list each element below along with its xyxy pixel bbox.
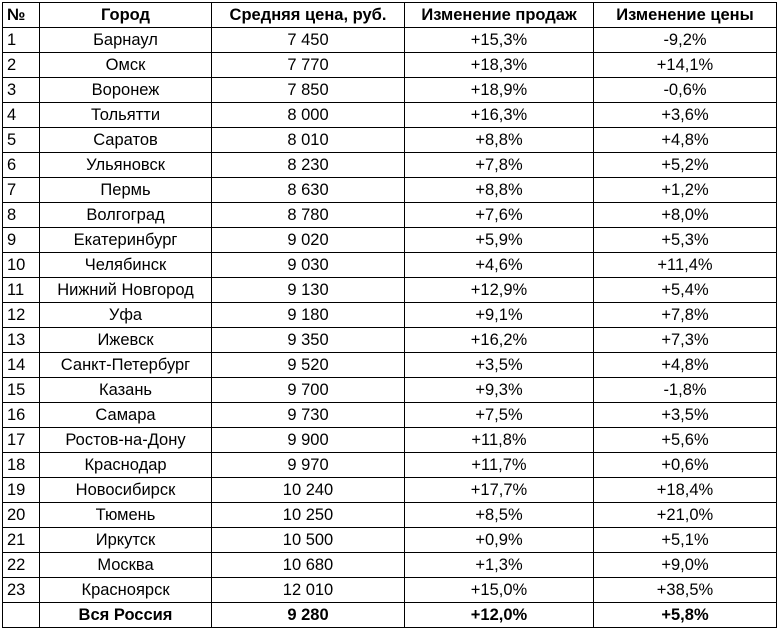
header-price-change: Изменение цены [594, 3, 777, 28]
cell-price-change: +5,2% [594, 153, 777, 178]
cell-num: 13 [3, 328, 40, 353]
cell-num: 18 [3, 453, 40, 478]
cell-price-change: +21,0% [594, 503, 777, 528]
cell-num: 4 [3, 103, 40, 128]
cell-price-change: +4,8% [594, 128, 777, 153]
table-row [3, 203, 777, 228]
cell-num: 10 [3, 253, 40, 278]
cell-num: 9 [3, 228, 40, 253]
cell-price-change: +5,4% [594, 278, 777, 303]
table-row [3, 253, 777, 278]
cell-city: Самара [40, 403, 212, 428]
cell-price-change: +38,5% [594, 578, 777, 603]
cell-avg-price: 7 770 [212, 53, 405, 78]
cell-num: 19 [3, 478, 40, 503]
cell-sales-change: +18,9% [405, 78, 594, 103]
cell-city: Санкт-Петербург [40, 353, 212, 378]
cell-sales-change: +9,3% [405, 378, 594, 403]
total-sales-change: +12,0% [405, 603, 594, 628]
cell-city: Воронеж [40, 78, 212, 103]
cell-city: Тольятти [40, 103, 212, 128]
cell-avg-price: 8 780 [212, 203, 405, 228]
cell-sales-change: +5,9% [405, 228, 594, 253]
cell-price-change: +5,3% [594, 228, 777, 253]
table-row [3, 578, 777, 603]
cell-avg-price: 9 130 [212, 278, 405, 303]
cell-price-change: +3,5% [594, 403, 777, 428]
cell-avg-price: 10 680 [212, 553, 405, 578]
cell-avg-price: 9 030 [212, 253, 405, 278]
header-row [3, 3, 777, 28]
cell-price-change: +18,4% [594, 478, 777, 503]
cell-price-change: +5,1% [594, 528, 777, 553]
cell-city: Волгоград [40, 203, 212, 228]
cell-num: 1 [3, 28, 40, 53]
total-city: Вся Россия [40, 603, 212, 628]
cell-avg-price: 10 240 [212, 478, 405, 503]
cell-num: 14 [3, 353, 40, 378]
cell-sales-change: +12,9% [405, 278, 594, 303]
city-price-table [2, 2, 777, 628]
header-sales-change: Изменение продаж [405, 3, 594, 28]
cell-sales-change: +16,3% [405, 103, 594, 128]
cell-city: Уфа [40, 303, 212, 328]
cell-avg-price: 8 010 [212, 128, 405, 153]
table-row [3, 78, 777, 103]
cell-city: Ижевск [40, 328, 212, 353]
cell-price-change: +11,4% [594, 253, 777, 278]
cell-avg-price: 12 010 [212, 578, 405, 603]
cell-price-change: +0,6% [594, 453, 777, 478]
cell-avg-price: 9 520 [212, 353, 405, 378]
table-row [3, 403, 777, 428]
cell-price-change: +1,2% [594, 178, 777, 203]
cell-city: Краснодар [40, 453, 212, 478]
cell-num: 6 [3, 153, 40, 178]
cell-sales-change: +15,3% [405, 28, 594, 53]
cell-city: Ростов-на-Дону [40, 428, 212, 453]
cell-city: Ульяновск [40, 153, 212, 178]
table-row [3, 528, 777, 553]
table-row [3, 153, 777, 178]
cell-num: 15 [3, 378, 40, 403]
table-row [3, 53, 777, 78]
table-row [3, 228, 777, 253]
cell-price-change: +3,6% [594, 103, 777, 128]
cell-avg-price: 9 350 [212, 328, 405, 353]
cell-price-change: +9,0% [594, 553, 777, 578]
cell-sales-change: +8,8% [405, 128, 594, 153]
cell-avg-price: 8 630 [212, 178, 405, 203]
cell-city: Нижний Новгород [40, 278, 212, 303]
cell-sales-change: +11,8% [405, 428, 594, 453]
cell-price-change: -0,6% [594, 78, 777, 103]
total-row [3, 603, 777, 628]
cell-num: 11 [3, 278, 40, 303]
cell-sales-change: +8,5% [405, 503, 594, 528]
cell-sales-change: +7,8% [405, 153, 594, 178]
cell-city: Новосибирск [40, 478, 212, 503]
table-row [3, 378, 777, 403]
cell-sales-change: +17,7% [405, 478, 594, 503]
cell-num: 3 [3, 78, 40, 103]
cell-sales-change: +16,2% [405, 328, 594, 353]
cell-sales-change: +7,6% [405, 203, 594, 228]
table-row [3, 178, 777, 203]
cell-sales-change: +18,3% [405, 53, 594, 78]
cell-avg-price: 9 900 [212, 428, 405, 453]
cell-avg-price: 9 970 [212, 453, 405, 478]
cell-sales-change: +9,1% [405, 303, 594, 328]
cell-num: 17 [3, 428, 40, 453]
table-row [3, 453, 777, 478]
cell-city: Омск [40, 53, 212, 78]
cell-city: Саратов [40, 128, 212, 153]
cell-sales-change: +8,8% [405, 178, 594, 203]
cell-sales-change: +0,9% [405, 528, 594, 553]
cell-price-change: +5,6% [594, 428, 777, 453]
cell-city: Москва [40, 553, 212, 578]
total-price-change: +5,8% [594, 603, 777, 628]
cell-num: 21 [3, 528, 40, 553]
table-row [3, 303, 777, 328]
cell-city: Казань [40, 378, 212, 403]
cell-avg-price: 8 230 [212, 153, 405, 178]
cell-avg-price: 7 450 [212, 28, 405, 53]
table-row [3, 28, 777, 53]
cell-city: Екатеринбург [40, 228, 212, 253]
cell-num: 8 [3, 203, 40, 228]
cell-num: 22 [3, 553, 40, 578]
total-num [3, 603, 40, 628]
cell-num: 16 [3, 403, 40, 428]
table-row [3, 328, 777, 353]
cell-price-change: +14,1% [594, 53, 777, 78]
cell-num: 23 [3, 578, 40, 603]
table-row [3, 428, 777, 453]
cell-num: 7 [3, 178, 40, 203]
cell-avg-price: 9 020 [212, 228, 405, 253]
cell-avg-price: 9 700 [212, 378, 405, 403]
cell-sales-change: +7,5% [405, 403, 594, 428]
cell-num: 5 [3, 128, 40, 153]
cell-city: Пермь [40, 178, 212, 203]
cell-price-change: -9,2% [594, 28, 777, 53]
cell-sales-change: +11,7% [405, 453, 594, 478]
table-row [3, 103, 777, 128]
cell-price-change: +8,0% [594, 203, 777, 228]
cell-avg-price: 8 000 [212, 103, 405, 128]
cell-city: Иркутск [40, 528, 212, 553]
header-num: № [3, 3, 40, 28]
cell-price-change: +7,8% [594, 303, 777, 328]
cell-price-change: +7,3% [594, 328, 777, 353]
cell-sales-change: +1,3% [405, 553, 594, 578]
cell-num: 20 [3, 503, 40, 528]
table-row [3, 478, 777, 503]
cell-avg-price: 9 730 [212, 403, 405, 428]
cell-avg-price: 9 180 [212, 303, 405, 328]
table-row [3, 503, 777, 528]
cell-avg-price: 10 500 [212, 528, 405, 553]
header-city: Город [40, 3, 212, 28]
cell-sales-change: +3,5% [405, 353, 594, 378]
cell-num: 12 [3, 303, 40, 328]
cell-sales-change: +15,0% [405, 578, 594, 603]
cell-city: Тюмень [40, 503, 212, 528]
cell-sales-change: +4,6% [405, 253, 594, 278]
cell-price-change: -1,8% [594, 378, 777, 403]
cell-num: 2 [3, 53, 40, 78]
table-row [3, 128, 777, 153]
cell-avg-price: 7 850 [212, 78, 405, 103]
cell-avg-price: 10 250 [212, 503, 405, 528]
table-body [3, 28, 777, 603]
cell-city: Барнаул [40, 28, 212, 53]
table-row [3, 353, 777, 378]
cell-price-change: +4,8% [594, 353, 777, 378]
header-avg-price: Средняя цена, руб. [212, 3, 405, 28]
total-avg-price: 9 280 [212, 603, 405, 628]
cell-city: Красноярск [40, 578, 212, 603]
table-row [3, 278, 777, 303]
cell-city: Челябинск [40, 253, 212, 278]
table-row [3, 553, 777, 578]
